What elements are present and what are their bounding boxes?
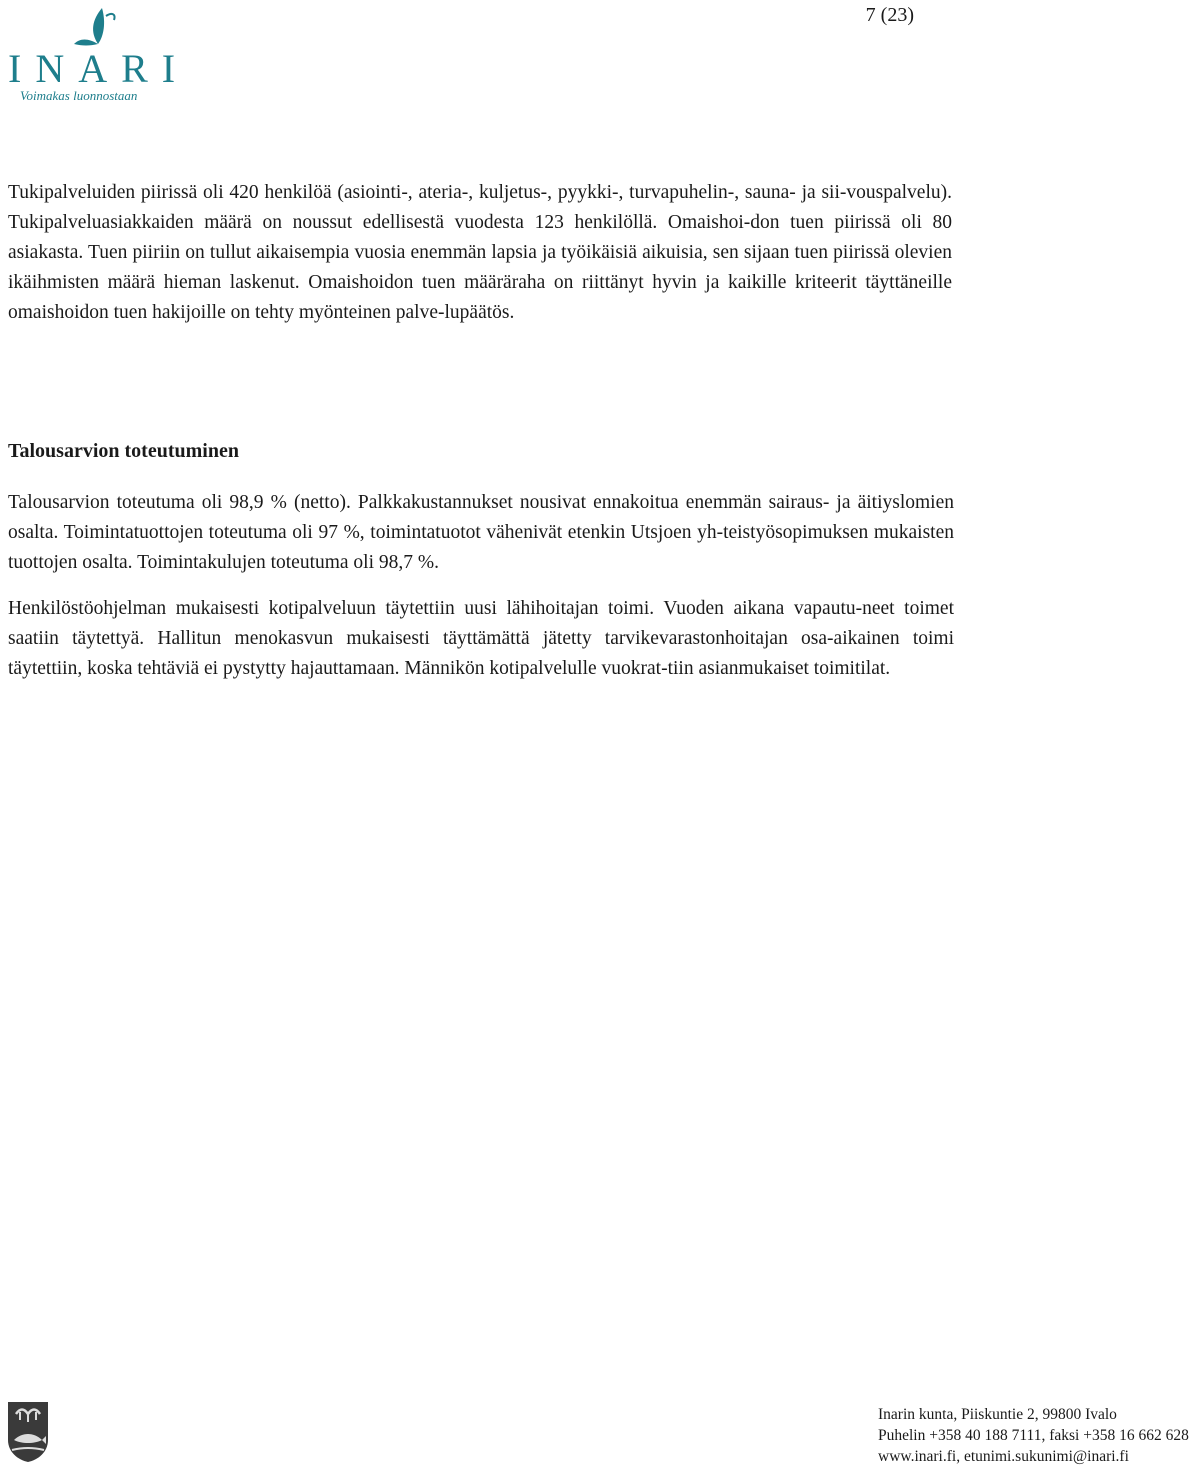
footer-address: Inarin kunta, Piiskuntie 2, 99800 Ivalo xyxy=(878,1406,1117,1423)
logo-wordmark: INARI xyxy=(8,46,190,91)
paragraph-support-services: Tukipalveluiden piirissä oli 420 henkilöä (asiointi-, ateria-, kuljetus-, pyykki-, turvapuhelin-, sauna- ja sii-vouspalvelu). Tukipalveluasiakkaiden määrä on noussut edellisestä vuodesta 123 henkilöllä. Omaishoi-don tuen piirissä oli 80 asiakasta. Tuen piiriin on tullut aikaisempia vuosia enemmän lapsia ja työikäisiä aikuisia, sen sijaan tuen piirissä olevien ikäihmisten määrä hieman laskenut. Omaishoidon tuen määräraha on riittänyt hyvin ja kaikille kriteerit täyttäneille omaishoidon tuen hakijoille on tehty myönteinen palve-lupäätös. xyxy=(8,182,952,323)
paragraph-staff: Henkilöstöohjelman mukaisesti kotipalveluun täytettiin uusi lähihoitajan toimi. Vuoden aikana vapautu-neet toimet saatiin täytettyä. Hallitun menokasvun mukaisesti täyttämättä jätetty tarvikevarastonhoitajan osa-aikainen toimi täytettiin, koska tehtäviä ei pystytty hajauttamaan. Männikön kotipalvelulle vuokrat-tiin asianmukaiset toimitilat. xyxy=(8,598,954,679)
inari-logo xyxy=(6,2,190,103)
footer-phone: Puhelin +358 40 188 7111, faksi +358 16 662 628 xyxy=(878,1427,1189,1444)
inari-logo-graphic xyxy=(6,2,190,103)
paragraph-budget: Talousarvion toteutuma oli 98,9 % (netto). Palkkakustannukset nousivat ennakoitua enemmän sairaus- ja äitiyslomien osalta. Toimintatuottojen toteutuma oli 97 %, toimintatuotot vähenivät etenkin Utsjoen yh-teistyösopimuksen mukaisten tuottojen osalta. Toimintakulujen toteutuma oli 98,7 %. xyxy=(8,492,954,573)
footer-web: www.inari.fi, etunimi.sukunimi@inari.fi xyxy=(878,1448,1129,1465)
municipal-crest-icon xyxy=(6,1400,50,1464)
logo-tagline: Voimakas luonnostaan xyxy=(20,88,138,103)
budget-section xyxy=(8,488,954,700)
page-number: 7 (23) xyxy=(865,4,914,26)
footer xyxy=(878,1404,1189,1467)
section-heading: Talousarvion toteutuminen xyxy=(8,440,239,462)
body-text xyxy=(8,178,952,328)
